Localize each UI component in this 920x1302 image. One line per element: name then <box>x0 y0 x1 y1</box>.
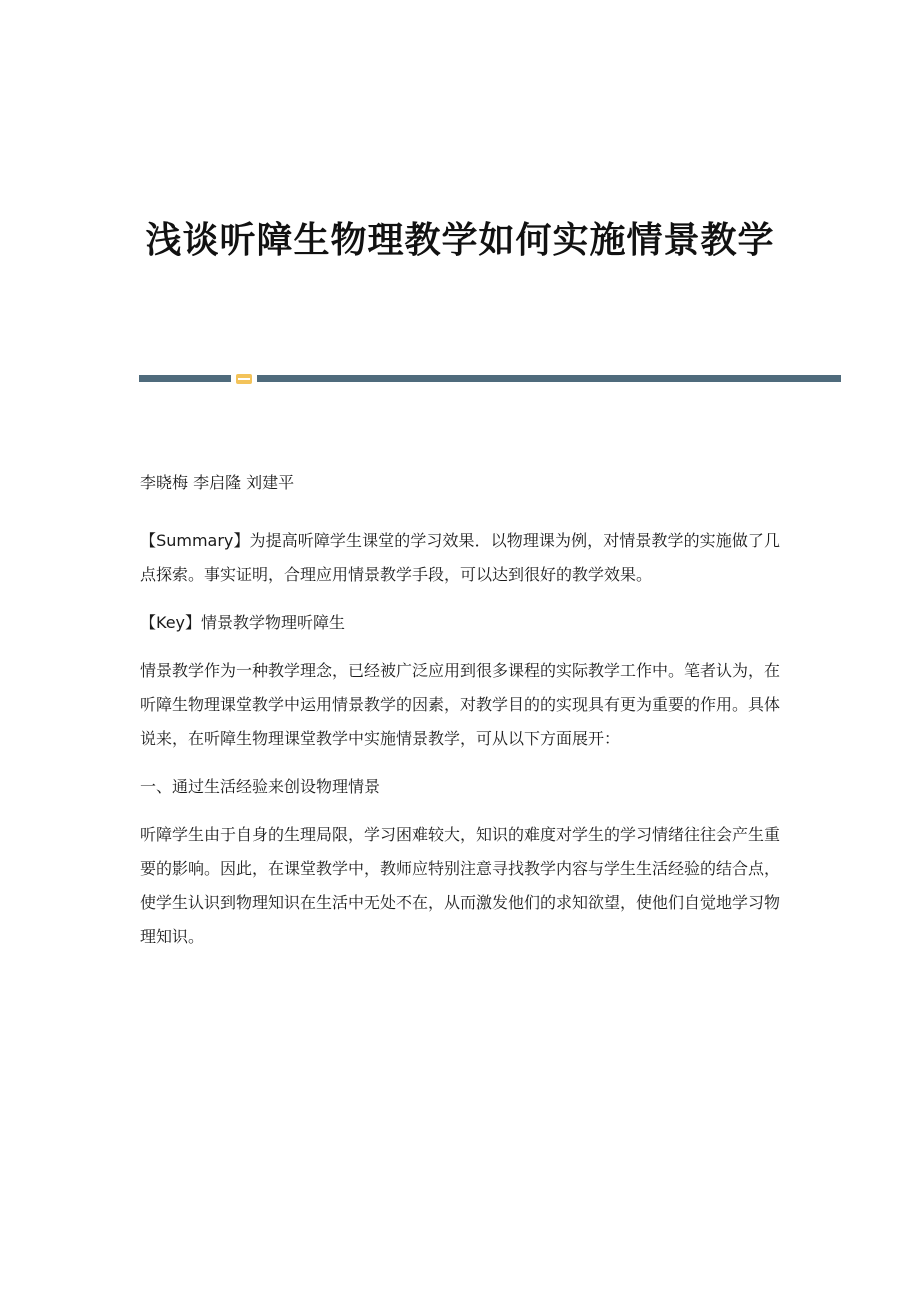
body-paragraph: 情景教学作为一种教学理念，已经被广泛应用到很多课程的实际教学工作中。笔者认为，在听障生物理课堂教学中运用情景教学的因素，对教学目的的实现具有更为重要的作用。具体说来，在听障生物理课堂教学中实施情景教学，可从以下方面展开： <box>140 661 781 748</box>
title-divider <box>139 374 841 384</box>
body-paragraph: 听障学生由于自身的生理局限，学习困难较大，知识的难度对学生的学习情绪往往会产生重要的影响。因此，在课堂教学中，教师应特别注意寻找教学内容与学生生活经验的结合点，使学生认识到物理知识在生活中无处不在，从而激发他们的求知欲望，使他们自觉地学习物理知识。 <box>140 825 781 946</box>
page-title: 浅谈听障生物理教学如何实施情景教学 <box>145 219 775 261</box>
divider-bar-right <box>257 375 841 382</box>
divider-bar-left <box>139 375 231 382</box>
summary-paragraph: 【Summary】为提高听障学生课堂的学习效果．以物理课为例，对情景教学的实施做了几点探索。事实证明，合理应用情景教学手段，可以达到很好的教学效果。 <box>140 531 780 584</box>
article-body <box>140 466 780 968</box>
keywords-paragraph: 【Key】情景教学物理听障生 <box>140 613 346 632</box>
author-list: 李晓梅 李启隆 刘建平 <box>140 473 295 492</box>
section-heading: 一、通过生活经验来创设物理情景 <box>140 777 381 796</box>
divider-ornament-icon <box>236 374 252 384</box>
